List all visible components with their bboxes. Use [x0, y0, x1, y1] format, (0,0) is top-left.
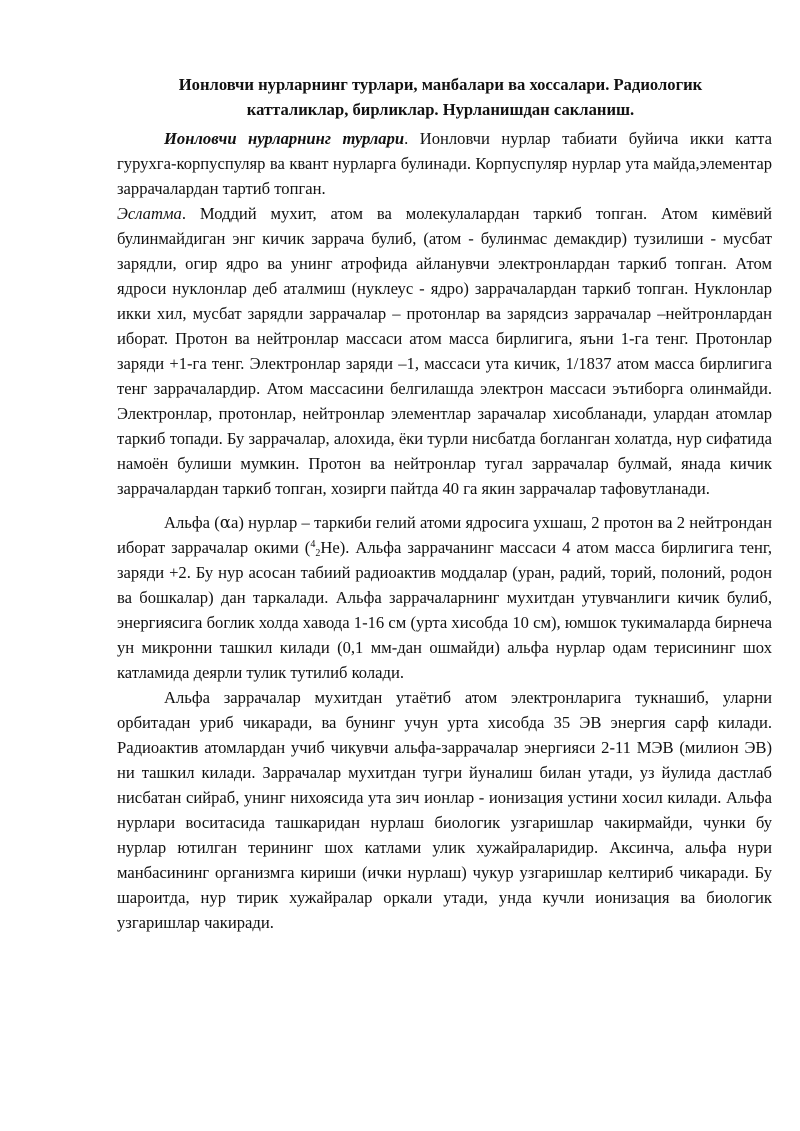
atomic-number: 2 — [315, 548, 321, 559]
paragraph-alpha — [117, 510, 772, 685]
title-line-2: катталиклар, бирликлар. Нурланишдан сакланиш. — [246, 100, 635, 119]
document-title — [117, 72, 772, 122]
alpha-symbol: α — [219, 513, 231, 532]
paragraph-text: ). Альфа заррачанинг массаси 4 атом масса бирлигига тенг, заряди +2. Бу нур асосан табиий радиоактив моддалар (уран, радий, торий, полоний, родон ва бошкалар) дан таркалади. Альфа заррачаларнинг мухитдан утувчанлиги кичик булиб, энергиясига боглик холда хавода 1-16 см (урта хисобда 10 см), юмшок тукималарда бирнеча ун микронни ташкил килади (0,1 мм-дан ошмайди) альфа нурлар одам терисининг шох катламида деярли тулик тутилиб колади. — [117, 538, 772, 682]
title-line-1: Ионловчи нурларнинг турлари, манбалари ва хоссалари. Радиологик — [178, 75, 703, 94]
paragraph-text: . Моддий мухит, атом ва молекулалардан таркиб топган. Атом кимёвий булинмайдиган энг кичик заррача булиб, (атом - булинмас демакдир) тузилиши - мусбат зарядли, огир ядро ва унинг атрофида айланувчи электронлардан таркиб топган. Атом ядроси нуклонлар деб аталмиш (нуклеус - ядро) заррачалардан таркиб топган. Нуклонлар икки хил, мусбат зарядли заррачалар – протонлар ва зарядсиз заррачалар –нейтронлардан иборат. Протон ва нейтронлар массаси атом масса бирлигига, яъни 1-га тенг. Протонлар заряди +1-га тенг. Электронлар заряди –1, массаси ута кичик, 1/1837 атом масса бирлигига тенг заррачалардир. Атом массасини белгилашда электрон массаси эътиборга олинмайди. Электронлар, протонлар, нейтронлар элементлар зарачалар хисобланади, улардан атомлар таркиб топади. Бу заррачалар, алохида, ёки турли нисбатда богланган холатда, нур сифатида намоён булиши мумкин. Протон ва нейтронлар тугал заррачалар булмай, янада кичик заррачалардан таркиб топган, хозирги пайтда 40 га якин заррачалар тафовутланади. — [117, 204, 772, 498]
paragraph-alpha-interaction — [117, 685, 772, 935]
paragraph-types — [117, 126, 772, 201]
paragraph-text: . Ионловчи нурлар табиати буйича икки катта гурухга-корпуспуляр ва квант нурларга булинади. Корпуспуляр нурлар ута майда,элементар заррачалардан тартиб топган. — [117, 129, 772, 198]
element-symbol: He — [320, 538, 340, 557]
section-heading: Ионловчи нурларнинг турлари — [164, 129, 405, 148]
paragraph-text: Альфа ( — [164, 513, 220, 532]
paragraph-text: а) нурлар – таркиби гелий атоми ядросига ухшаш, 2 протон ва 2 нейтрондан иборат заррачалар окими ( — [117, 513, 772, 557]
paragraph-text: Альфа заррачалар мухитдан утаётиб атом электронларига тукнашиб, уларни орбитадан уриб чикаради, ва бунинг учун урта хисобда 35 ЭВ энергия сарф килади. Радиоактив атомлардан учиб чикувчи альфа-заррачалар энергияси 2-11 МЭВ (милион ЭВ) ни ташкил килади. Заррачалар мухитдан тугри йуналиш билан утади, уз йулида дастлаб нисбатан сийраб, унинг нихоясида ута зич ионлар - ионизация устини хосил килади. Альфа нурлари воситасида ташкаридан нурлаш биологик узгаришлар чакирмайди, чунки бу нурлар ютилган терининг шох катлами улик хужайраларидир. Аксинча, альфа нури манбасининг организмга кириши (ички нурлаш) чукур узгаришлар келтириб чикаради. Бу шароитда, нур тирик хужайралар оркали утади, унда кучли ионизация ва биологик узгаришлар чакиради. — [117, 688, 772, 932]
paragraph-note — [117, 201, 772, 501]
note-label: Эслатма — [117, 204, 182, 223]
mass-number: 4 — [310, 539, 316, 550]
